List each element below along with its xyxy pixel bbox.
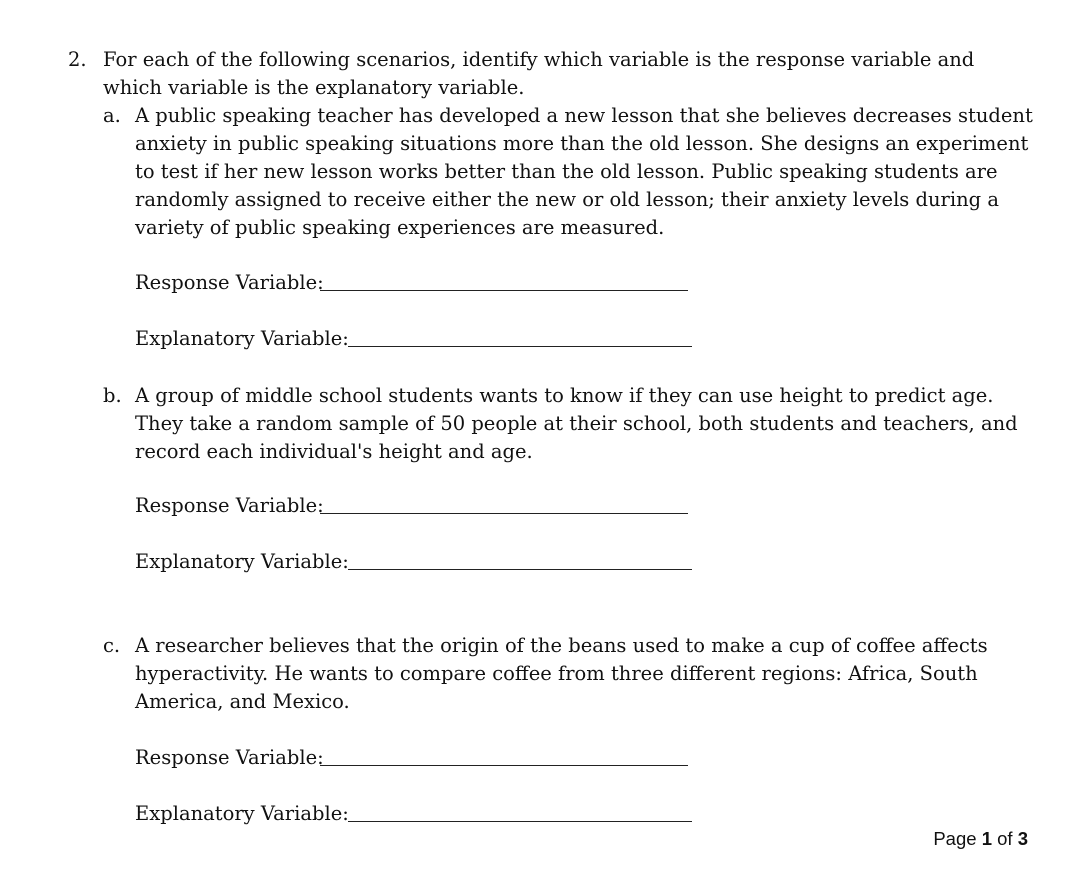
- part-a-response-label: Response Variable:: [135, 271, 324, 294]
- part-a-explanatory-blank[interactable]: [348, 346, 692, 347]
- part-a-letter: a.: [103, 104, 121, 127]
- part-b-response-label: Response Variable:: [135, 494, 324, 517]
- page-word: Page: [933, 828, 977, 849]
- part-b-letter: b.: [103, 384, 122, 407]
- part-c-response-blank[interactable]: [320, 765, 688, 766]
- part-b-response-blank[interactable]: [320, 513, 688, 514]
- part-b-explanatory-blank[interactable]: [348, 569, 692, 570]
- part-b-explanatory-label: Explanatory Variable:: [135, 550, 349, 573]
- question-prompt: For each of the following scenarios, identify which variable is the response variable and which variable is the explanatory variable.: [103, 48, 975, 99]
- part-a-response-blank[interactable]: [320, 290, 688, 291]
- part-a-explanatory-label: Explanatory Variable:: [135, 327, 349, 350]
- part-c-response-label: Response Variable:: [135, 746, 324, 769]
- question-number: 2.: [68, 48, 87, 71]
- part-c-letter: c.: [103, 634, 121, 657]
- part-c-explanatory-label: Explanatory Variable:: [135, 802, 349, 825]
- part-c-explanatory-blank[interactable]: [348, 821, 692, 822]
- part-c-text: A researcher believes that the origin of the beans used to make a cup of coffee affects hyperactivity. He wants to compare coffee from three different regions: Africa, South America, and Mexico.: [135, 634, 988, 713]
- current-page: 1: [981, 828, 992, 849]
- part-a-text: A public speaking teacher has developed a new lesson that she believes decreases student anxiety in public speaking situations more than the old lesson. She designs an experiment to test if her new lesson works better than the old lesson. Public speaking students are randomly assigned to receive either the new or old lesson; their anxiety levels during a variety of public speaking experiences are measured.: [135, 104, 1033, 239]
- of-word: of: [997, 828, 1013, 849]
- page-number-footer: [933, 826, 1028, 852]
- part-b-text: A group of middle school students wants to know if they can use height to predict age. They take a random sample of 50 people at their school, both students and teachers, and record each individual's height and age.: [135, 384, 1018, 463]
- total-pages: 3: [1017, 828, 1028, 849]
